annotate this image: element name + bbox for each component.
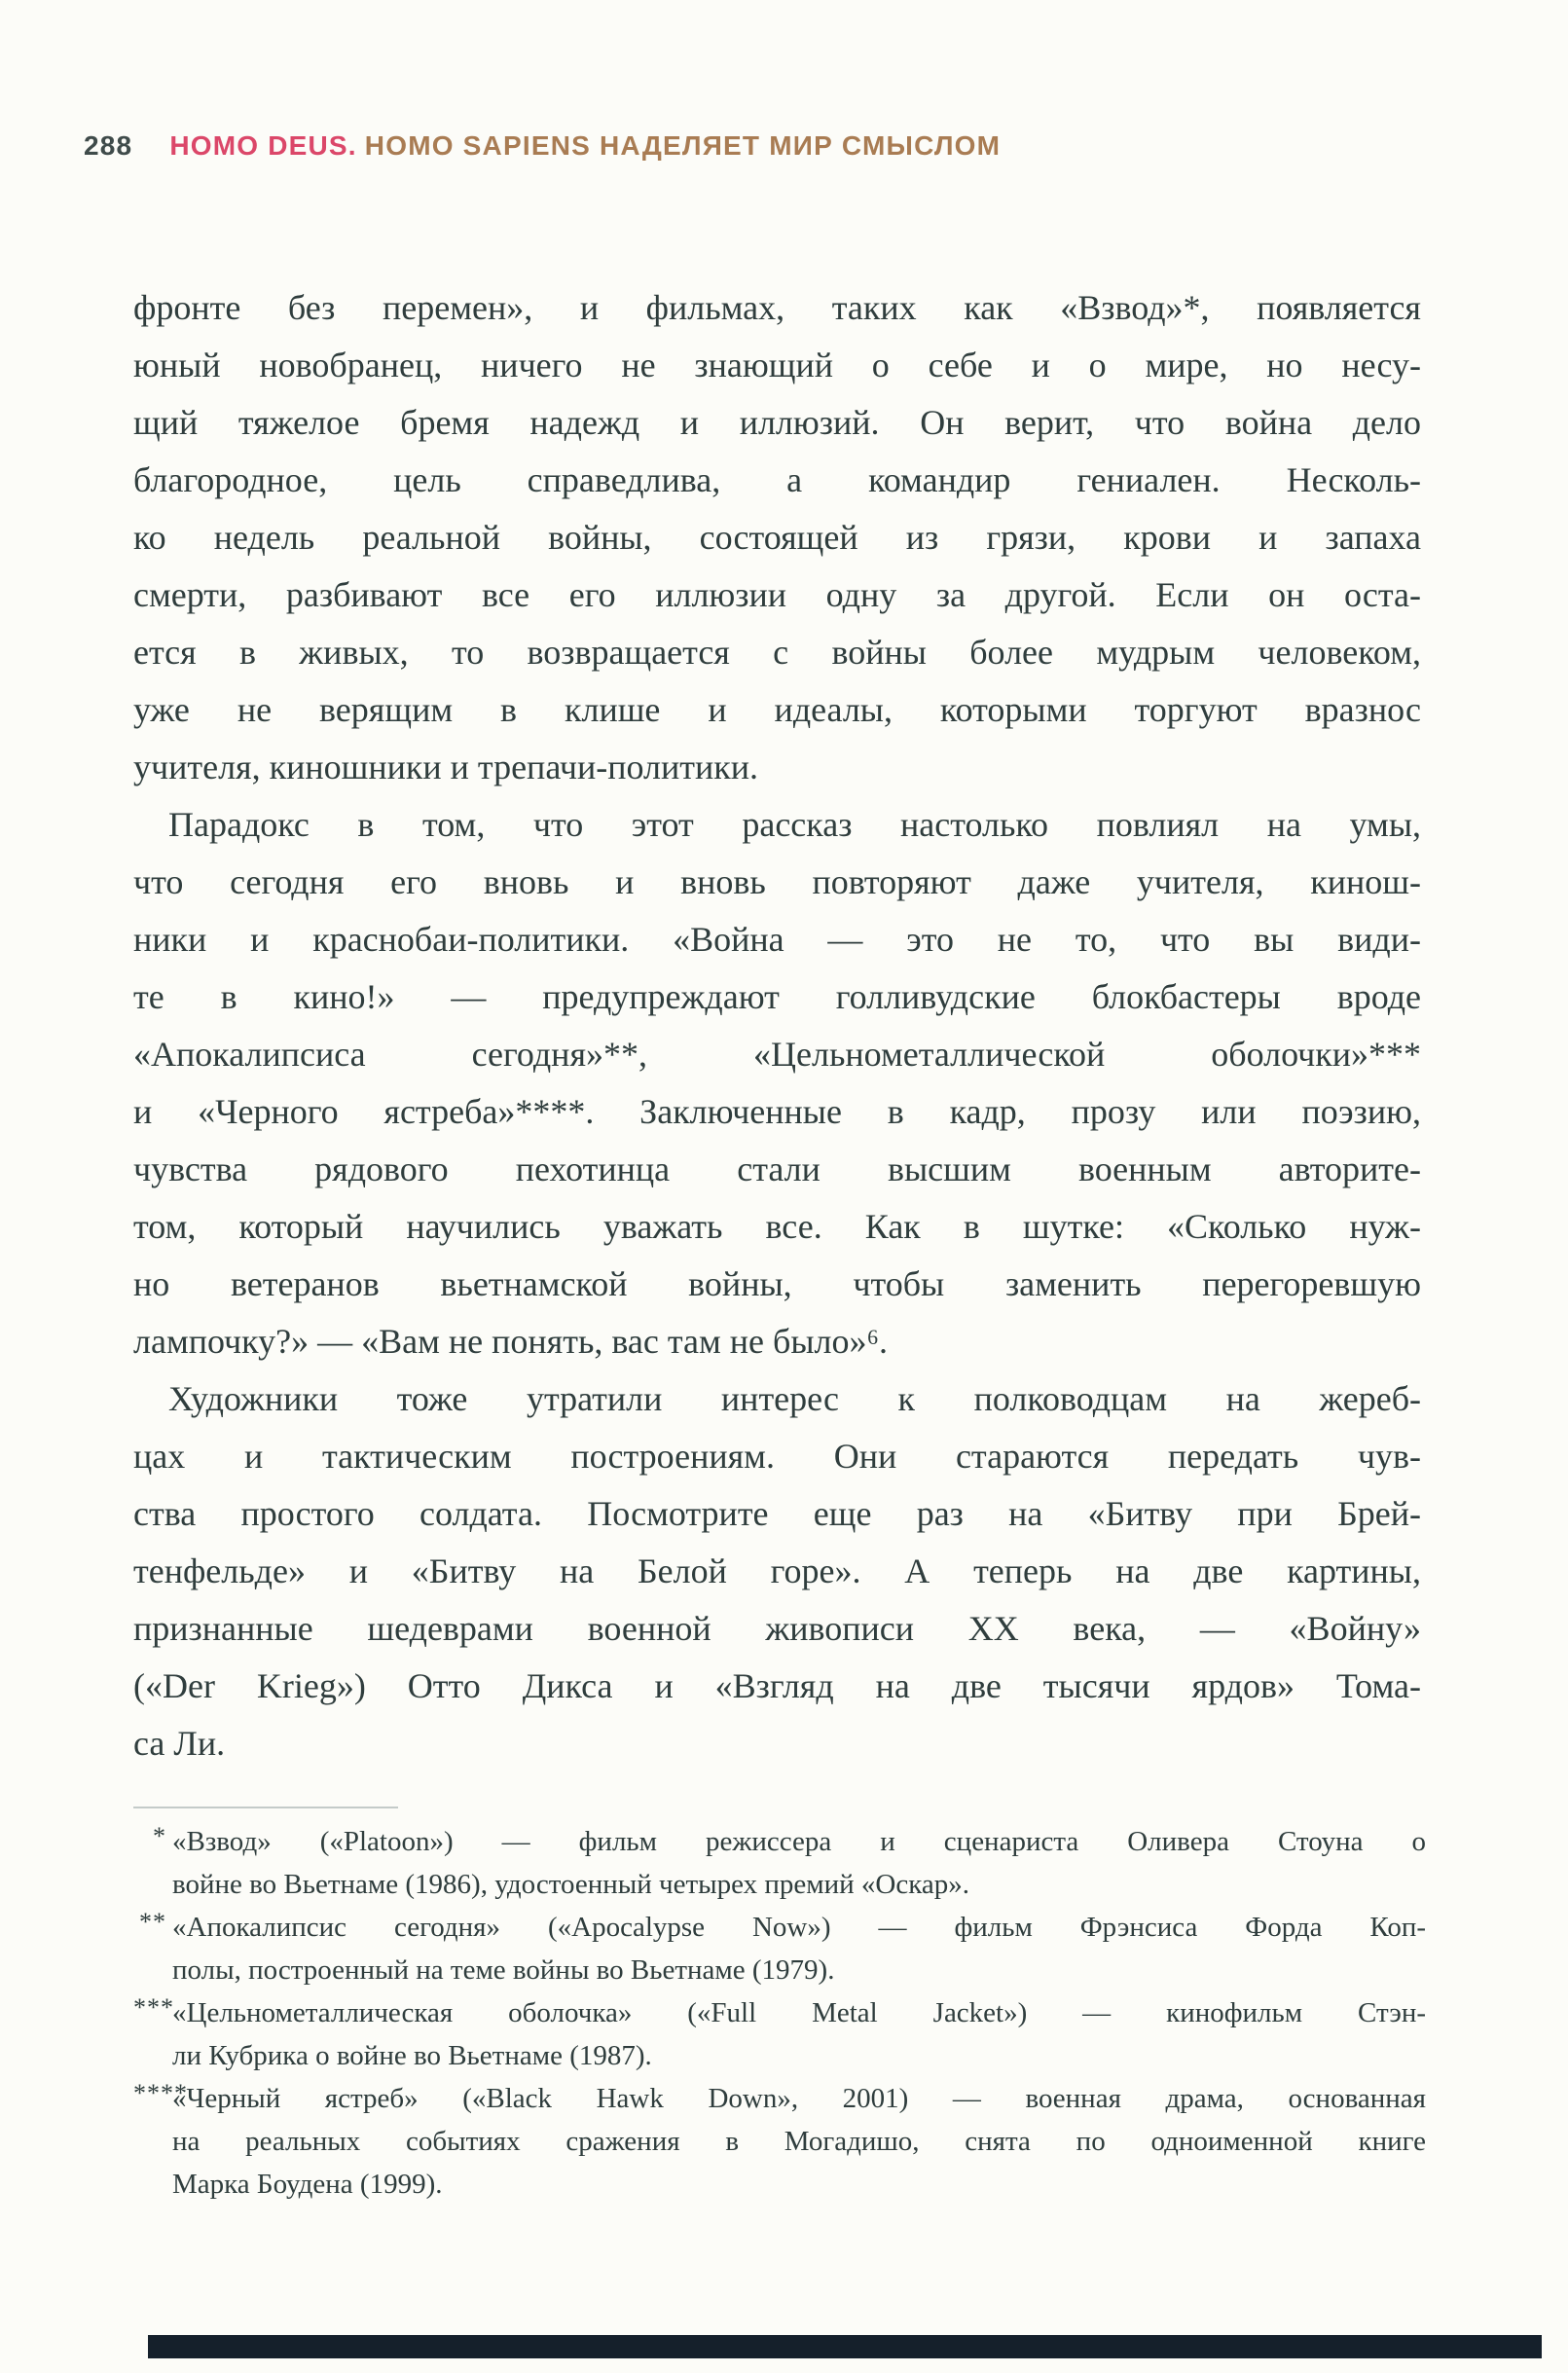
body-line: «Апокалипсиса сегодня»**, «Цельнометаллической оболочки»*** xyxy=(133,1035,1421,1074)
body-line: са Ли. xyxy=(133,1724,226,1763)
page-bottom-scan-bar xyxy=(148,2335,1542,2358)
body-line: ко недель реальной войны, состоящей из грязи, крови и запаха xyxy=(133,518,1421,557)
body-line: Художники тоже утратили интерес к полководцам на жереб- xyxy=(168,1379,1421,1418)
body-line: («Der Krieg») Отто Дикса и «Взгляд на две тысячи ярдов» Тома- xyxy=(133,1666,1421,1705)
footnote-line: «Черный ястреб» («Black Hawk Down», 2001) — военная драма, основанная xyxy=(172,2083,1426,2114)
page-header xyxy=(84,130,1001,162)
footnote-line: «Апокалипсис сегодня» («Apocalypse Now») — фильм Фрэнсиса Форда Коп- xyxy=(172,1912,1426,1943)
footnote-separator xyxy=(133,1807,398,1808)
footnote-marker: ** xyxy=(139,1908,166,1936)
body-line: тенфельде» и «Битву на Белой горе». А теперь на две картины, xyxy=(133,1552,1421,1590)
footnote-line: полы, построенный на теме войны во Вьетнаме (1979). xyxy=(172,1954,835,1986)
footnote xyxy=(133,2077,1426,2206)
body-line: благородное, цель справедлива, а командир гениален. Несколь- xyxy=(133,460,1421,499)
footnote-text xyxy=(172,1820,1426,1906)
body-line: щий тяжелое бремя надежд и иллюзий. Он верит, что война дело xyxy=(133,403,1421,442)
body-line: что сегодня его вновь и вновь повторяют даже учителя, кинош- xyxy=(133,862,1421,901)
body-line: юный новобранец, ничего не знающий о себе и о мире, но несу- xyxy=(133,346,1421,384)
body-line: ется в живых, то возвращается с войны более мудрым человеком, xyxy=(133,633,1421,672)
footnote-text xyxy=(172,1991,1426,2077)
footnote xyxy=(133,1991,1426,2077)
body-line: том, который научились уважать все. Как в шутке: «Сколько нуж- xyxy=(133,1207,1421,1246)
running-head xyxy=(169,130,1001,162)
footnote-text xyxy=(172,1906,1426,1991)
footnote-marker: *** xyxy=(133,1993,174,2022)
body-line: признанные шедеврами военной живописи XX века, — «Войну» xyxy=(133,1609,1421,1648)
body-line: Парадокс в том, что этот рассказ настолько повлиял на умы, xyxy=(168,805,1421,844)
footnotes xyxy=(133,1820,1426,2206)
footnote-line: «Взвод» («Platoon») — фильм режиссера и сценариста Оливера Стоуна о xyxy=(172,1826,1426,1857)
footnote-marker: * xyxy=(153,1822,166,1850)
body-text xyxy=(133,279,1421,1772)
book-title: HOMO DEUS. xyxy=(169,130,357,161)
footnote-line: «Цельнометаллическая оболочка» («Full Metal Jacket») — кинофильм Стэн- xyxy=(172,1997,1426,2028)
body-line: ства простого солдата. Посмотрите еще раз на «Битву при Брей- xyxy=(133,1494,1421,1533)
body-line: чувства рядового пехотинца стали высшим военным авторите- xyxy=(133,1150,1421,1188)
body-line: и «Черного ястреба»****. Заключенные в кадр, прозу или поэзию, xyxy=(133,1092,1421,1131)
chapter-title: HOMO SAPIENS НАДЕЛЯЕТ МИР СМЫСЛОМ xyxy=(364,130,1002,161)
body-line: уже не верящим в клише и идеалы, которыми торгуют вразнос xyxy=(133,690,1421,729)
footnote-line: ли Кубрика о войне во Вьетнаме (1987). xyxy=(172,2040,652,2071)
footnote xyxy=(133,1820,1426,1906)
body-line: ники и краснобаи-политики. «Война — это не то, что вы види- xyxy=(133,920,1421,959)
body-line: но ветеранов вьетнамской войны, чтобы заменить перегоревшую xyxy=(133,1264,1421,1303)
body-line: лампочку?» — «Вам не понять, вас там не было»⁶. xyxy=(133,1322,889,1361)
footnote-text xyxy=(172,2077,1426,2206)
footnote-line: Марка Боудена (1999). xyxy=(172,2169,443,2200)
body-line: те в кино!» — предупреждают голливудские блокбастеры вроде xyxy=(133,977,1421,1016)
body-line: цах и тактическим построениям. Они стараются передать чув- xyxy=(133,1437,1421,1476)
body-line: учителя, киношники и трепачи-политики. xyxy=(133,748,758,786)
footnote-line: войне во Вьетнаме (1986), удостоенный четырех премий «Оскар». xyxy=(172,1869,969,1900)
page-number: 288 xyxy=(84,130,133,161)
body-line: фронте без перемен», и фильмах, таких как «Взвод»*, появляется xyxy=(133,288,1421,327)
footnote-line: на реальных событиях сражения в Могадишо, снята по одноименной книге xyxy=(172,2126,1426,2157)
footnote xyxy=(133,1906,1426,1991)
footnote-marker: **** xyxy=(133,2079,188,2107)
body-line: смерти, разбивают все его иллюзии одну за другой. Если он оста- xyxy=(133,575,1421,614)
